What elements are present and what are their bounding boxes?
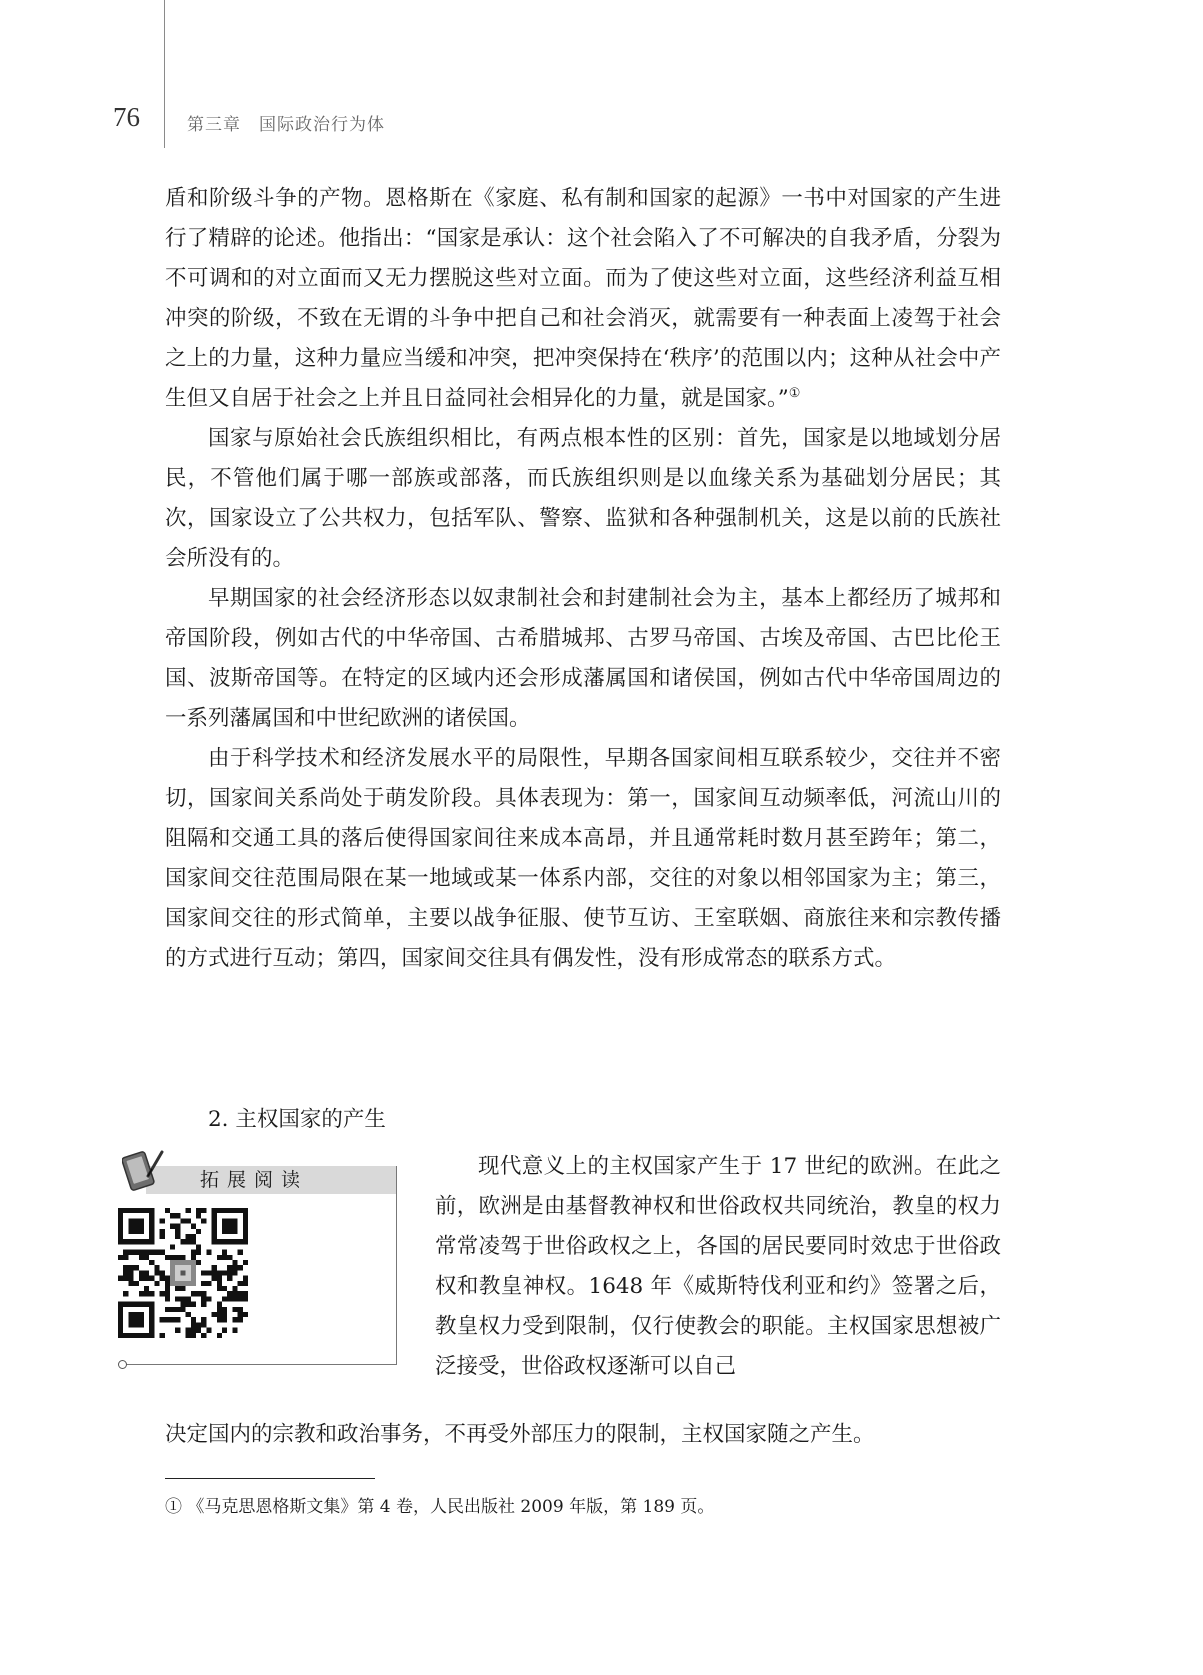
- footnote-divider: [165, 1478, 375, 1479]
- running-head: [187, 110, 385, 135]
- main-text: [165, 179, 1001, 979]
- sidebar-corner-dot: [118, 1360, 127, 1369]
- chapter-label: 第三章: [187, 115, 241, 135]
- sidebar-border-right: [396, 1166, 397, 1364]
- sidebar-border-bottom: [122, 1364, 397, 1365]
- paragraph-5: 现代意义上的主权国家产生于 17 世纪的欧洲。在此之前，欧洲是由基督教神权和世俗政权共同统治，教皇的权力常常凌驾于世俗政权之上，各国的居民要同时效忠于世俗政权和教皇神权。1648 年《威斯特伐利亚和约》签署之后，教皇权力受到限制，仅行使教会的职能。主权国家思想被广泛接受，世俗政权逐渐可以自己: [435, 1154, 1001, 1379]
- section-heading: 2. 主权国家的产生: [208, 1107, 386, 1132]
- paragraph-5-continued: 决定国内的宗教和政治事务，不再受外部压力的限制，主权国家随之产生。: [165, 1422, 875, 1447]
- footnote: ① 《马克思恩格斯文集》第 4 卷，人民出版社 2009 年版，第 189 页。: [165, 1497, 715, 1517]
- chapter-title: 国际政治行为体: [259, 115, 385, 135]
- paragraph-1-text: 盾和阶级斗争的产物。恩格斯在《家庭、私有制和国家的起源》一书中对国家的产生进行了精辟的论述。他指出：“国家是承认：这个社会陷入了不可解决的自我矛盾，分裂为不可调和的对立面而又无力摆脱这些对立面。而为了使这些对立面，这些经济利益互相冲突的阶级，不致在无谓的斗争中把自己和社会消灭，就需要有一种表面上凌驾于社会之上的力量，这种力量应当缓和冲突，把冲突保持在‘秩序’的范围以内；这种从社会中产生但又自居于社会之上并且日益同社会相异化的力量，就是国家。”: [165, 186, 1001, 411]
- wrapped-paragraph: [435, 1147, 1001, 1387]
- header-divider: [164, 0, 165, 148]
- paragraph-1: [165, 179, 1001, 419]
- paragraph-3: 早期国家的社会经济形态以奴隶制社会和封建制社会为主，基本上都经历了城邦和帝国阶段，例如古代的中华帝国、古希腊城邦、古罗马帝国、古埃及帝国、古巴比伦王国、波斯帝国等。在特定的区域内还会形成藩属国和诸侯国，例如古代中华帝国周边的一系列藩属国和中世纪欧洲的诸侯国。: [165, 586, 1001, 731]
- page-number: 76: [113, 102, 140, 132]
- paragraph-2: 国家与原始社会氏族组织相比，有两点根本性的区别：首先，国家是以地域划分居民，不管他们属于哪一部族或部落，而氏族组织则是以血缘关系为基础划分居民；其次，国家设立了公共权力，包括军队、警察、监狱和各种强制机关，这是以前的氏族社会所没有的。: [165, 426, 1001, 571]
- footnote-ref[interactable]: ①: [788, 385, 801, 401]
- qr-code[interactable]: [118, 1208, 248, 1338]
- tablet-icon: [122, 1146, 166, 1194]
- extended-reading-box: [118, 1146, 398, 1372]
- paragraph-4: 由于科学技术和经济发展水平的局限性，早期各国家间相互联系较少，交往并不密切，国家间关系尚处于萌发阶段。具体表现为：第一，国家间互动频率低，河流山川的阻隔和交通工具的落后使得国家间往来成本高昂，并且通常耗时数月甚至跨年；第二，国家间交往范围局限在某一地域或某一体系内部，交往的对象以相邻国家为主；第三，国家间交往的形式简单，主要以战争征服、使节互访、王室联姻、商旅往来和宗教传播的方式进行互动；第四，国家间交往具有偶发性，没有形成常态的联系方式。: [165, 746, 1001, 971]
- extended-reading-title: 拓展阅读: [200, 1169, 309, 1191]
